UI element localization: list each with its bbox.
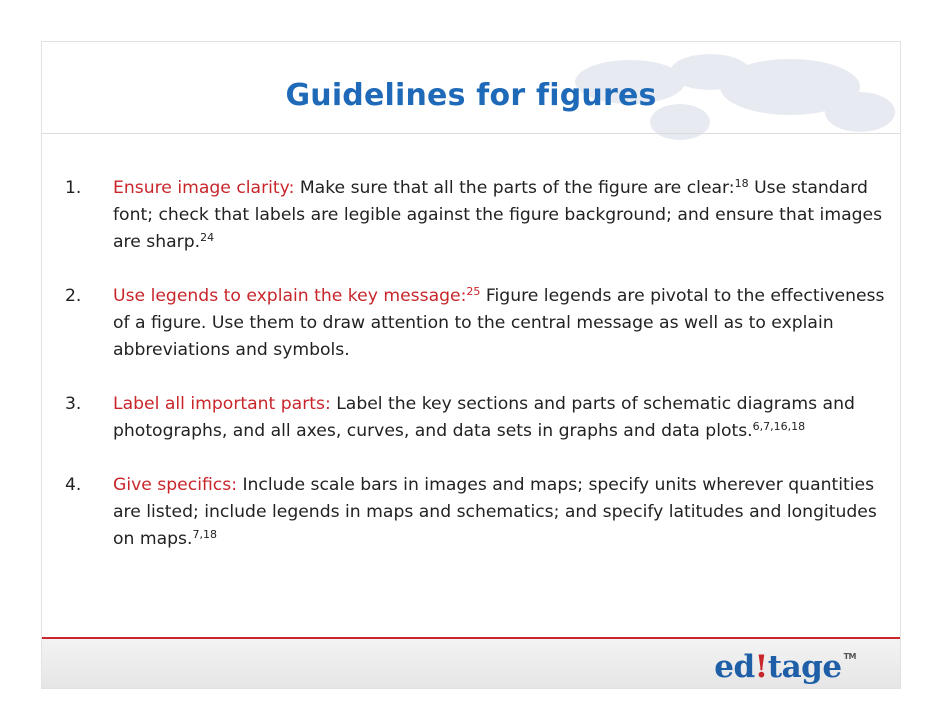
item-heading: Label all important parts: xyxy=(113,394,331,414)
editage-logo: ed!tage ™ xyxy=(714,649,856,685)
trademark-mark: TM xyxy=(843,652,856,661)
item-number: 4. xyxy=(65,475,82,495)
item-text: Make sure that all the parts of the figure are clear: xyxy=(294,178,735,198)
item-text: Include scale bars in images and maps; specify units wherever quantities are listed; include legends in maps and schematics; and specify latitudes and longitudes on maps. xyxy=(113,475,877,549)
footer-bar xyxy=(42,639,900,688)
guidelines-list xyxy=(65,175,885,580)
slide xyxy=(41,41,901,689)
item-number: 1. xyxy=(65,178,82,198)
item-text: Figure legends are pivotal to the effectiveness of a figure. Use them to draw attention to the central message as well as to explain abbreviations and symbols. xyxy=(113,286,885,360)
list-item xyxy=(65,175,885,256)
item-text: Label the key sections and parts of schematic diagrams and photographs, and all axes, curves, and data sets in graphs and data plots. xyxy=(113,394,855,441)
item-heading: Give specifics: xyxy=(113,475,237,495)
citation: 7,18 xyxy=(192,528,217,541)
list-item xyxy=(65,283,885,364)
item-number: 2. xyxy=(65,286,82,306)
page-title: Guidelines for figures xyxy=(285,78,657,113)
citation: 18 xyxy=(734,177,749,190)
list-item xyxy=(65,472,885,553)
item-number: 3. xyxy=(65,394,82,414)
item-heading: Use legends to explain the key message: xyxy=(113,286,467,306)
title-divider xyxy=(42,133,900,134)
item-heading: Ensure image clarity: xyxy=(113,178,295,198)
citation: 24 xyxy=(200,231,215,244)
citation: 6,7,16,18 xyxy=(752,420,806,433)
list-item xyxy=(65,391,885,445)
item-text: Use standard font; check that labels are legible against the figure background; and ensure that images are sharp. xyxy=(113,178,883,252)
citation: 25 xyxy=(466,285,481,298)
